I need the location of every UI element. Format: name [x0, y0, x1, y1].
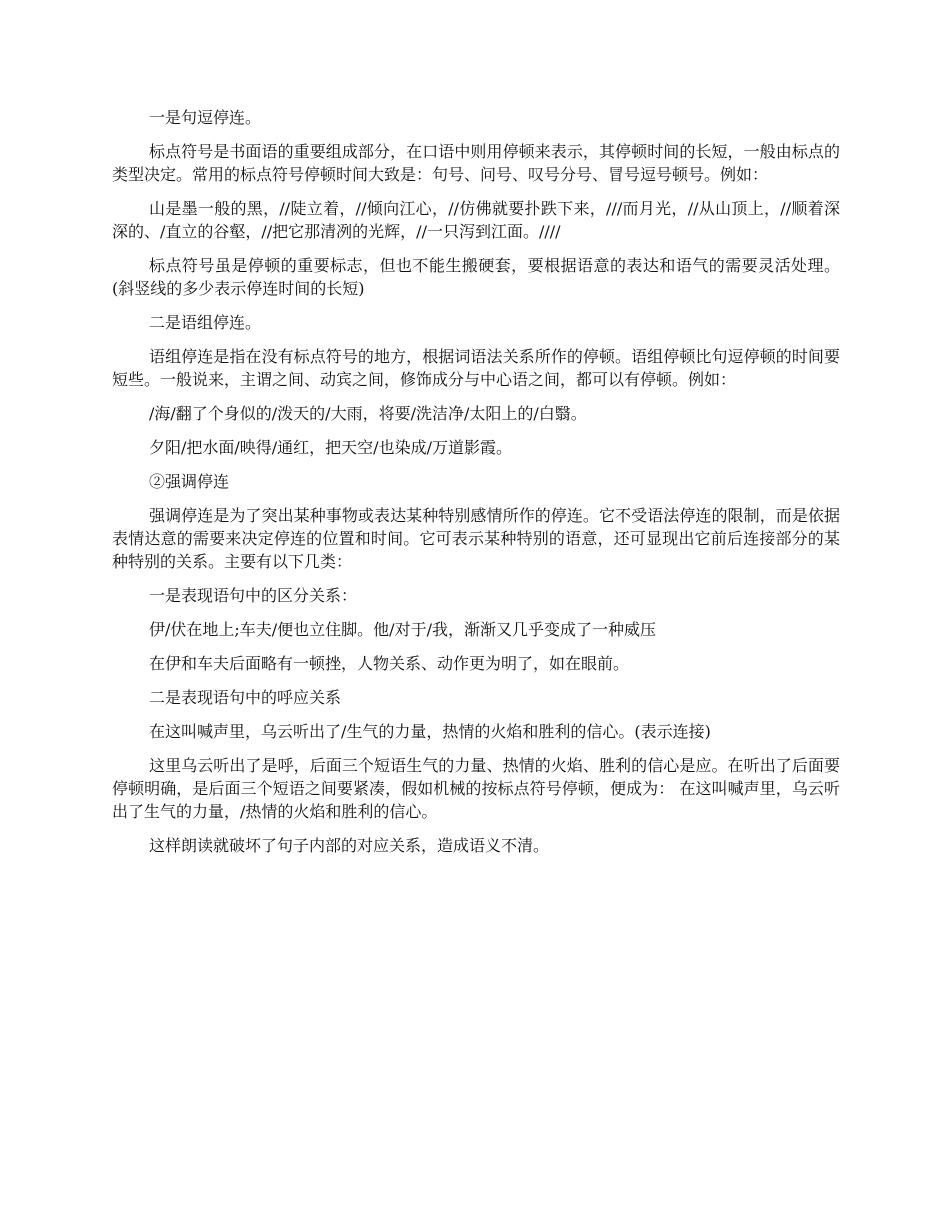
- paragraph-storm-note: 这里乌云听出了是呼，后面三个短语生气的力量、热情的火焰、胜利的信心是应。在听出了后面要停顿明确，是后面三个短语之间要紧凑，假如机械的按标点符号停顿，便成为： 在这叫喊声里，乌云听出了生气的力量，/热情的火焰和胜利的信心。: [112, 756, 840, 821]
- heading-phrase-pause: 二是语组停连。: [149, 313, 262, 332]
- heading-emphasis-pause: ②强调停连: [149, 472, 230, 491]
- paragraph-emphasis: 强调停连是为了突出某种事物或表达某种特别感情所作的停连。它不受语法停连的限制，而是依据表情达意的需要来决定停连的位置和时间。它可表示某种特别的语意，还可显现出它前后连接部分的某种特别的关系。主要有以下几类：: [112, 506, 840, 571]
- example-sunset: 夕阳/把水面/映得/通红，把天空/也染成/万道影霞。: [149, 438, 512, 457]
- example-rickshaw: 伊/伏在地上;车夫/便也立住脚。他/对于/我，渐渐又几乎变成了一种威压: [149, 620, 656, 639]
- paragraph-conclusion: 这样朗读就破坏了句子内部的对应关系，造成语义不清。: [149, 836, 550, 855]
- example-sea: /海/翻了个身似的/泼天的/大雨，将要/洗洁净/太阳上的/白翳。: [149, 404, 587, 423]
- paragraph-rickshaw-note: 在伊和车夫后面略有一顿挫，人物关系、动作更为明了，如在眼前。: [149, 654, 630, 673]
- heading-distinction: 一是表现语句中的区分关系：: [149, 586, 358, 605]
- heading-echo: 二是表现语句中的呼应关系: [149, 688, 342, 707]
- example-storm: 在这叫喊声里，乌云听出了/生气的力量，热情的火焰和胜利的信心。(表示连接): [149, 722, 711, 741]
- heading-sentence-pause: 一是句逗停连。: [149, 108, 262, 127]
- document-page: [112, 106, 840, 868]
- example-mountain: 山是墨一般的黑，//陡立着，//倾向江心，//仿佛就要扑跌下来，///而月光，//从山顶上，//顺着深深的、/直立的谷壑，//把它那清冽的光辉，//一只泻到江面。////: [112, 199, 840, 241]
- paragraph-phrase-pause: 语组停连是指在没有标点符号的地方，根据词语法关系所作的停顿。语组停顿比句逗停顿的时间要短些。一般说来，主谓之间、动宾之间，修饰成分与中心语之间，都可以有停顿。例如：: [112, 347, 840, 389]
- paragraph-punctuation: 标点符号是书面语的重要组成部分，在口语中则用停顿来表示，其停顿时间的长短，一般由标点的类型决定。常用的标点符号停顿时间大致是：句号、问号、叹号分号、冒号逗号顿号。例如：: [112, 142, 840, 184]
- paragraph-punctuation-note: 标点符号虽是停顿的重要标志，但也不能生搬硬套，要根据语意的表达和语气的需要灵活处理。(斜竖线的多少表示停连时间的长短): [112, 256, 840, 298]
